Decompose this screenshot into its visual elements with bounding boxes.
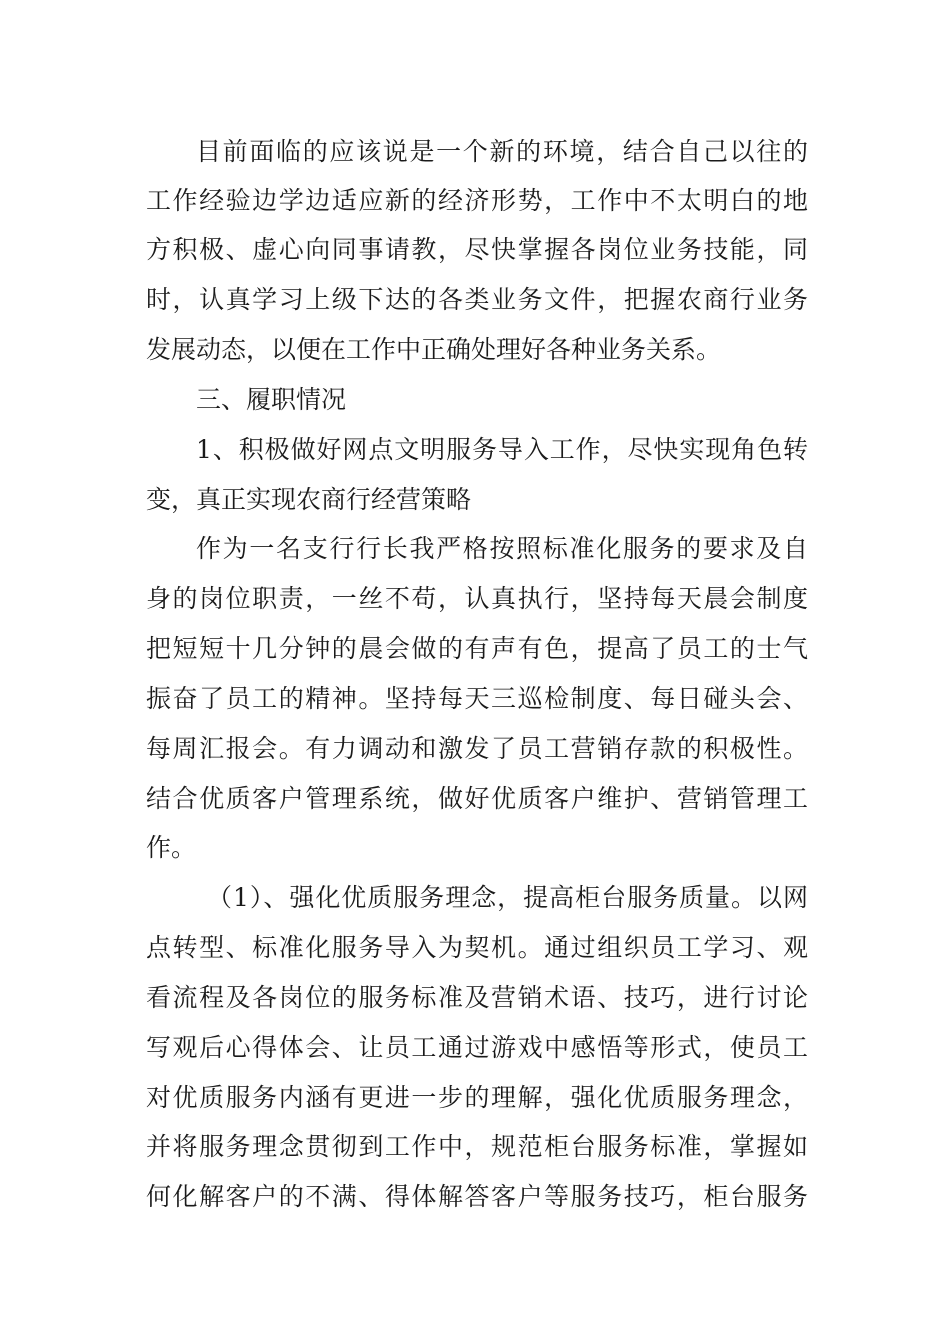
text-line: 发展动态，以便在工作中正确处理好各种业务关系。 bbox=[146, 335, 722, 364]
text-line: 方积极、虚心向同事请教，尽快掌握各岗位业务技能，同 bbox=[146, 235, 808, 264]
text-line: 并将服务理念贯彻到工作中，规范柜台服务标准，掌握如 bbox=[146, 1132, 808, 1161]
text-line: 工作经验边学边适应新的经济形势，工作中不太明白的地 bbox=[146, 186, 808, 215]
text-line: 写观后心得体会、让员工通过游戏中感悟等形式，使员工 bbox=[146, 1033, 808, 1062]
text-line: （1）、强化优质服务理念，提高柜台服务质量。以网 bbox=[207, 883, 808, 912]
text-line: 目前面临的应该说是一个新的环境，结合自己以往的 bbox=[196, 137, 808, 166]
text-line: 1、积极做好网点文明服务导入工作，尽快实现角色转 bbox=[196, 435, 808, 464]
text-line: 对优质服务内涵有更进一步的理解，强化优质服务理念， bbox=[146, 1083, 808, 1112]
text-line: 结合优质客户管理系统，做好优质客户维护、营销管理工 bbox=[146, 784, 808, 813]
text-line: 变，真正实现农商行经营策略 bbox=[146, 485, 472, 514]
text-line: 每周汇报会。有力调动和激发了员工营销存款的积极性。 bbox=[146, 734, 808, 763]
text-line: 点转型、标准化服务导入为契机。通过组织员工学习、观 bbox=[146, 933, 808, 962]
text-line: 作。 bbox=[146, 833, 197, 862]
text-line: 把短短十几分钟的晨会做的有声有色，提高了员工的士气 bbox=[146, 634, 808, 663]
text-line: 何化解客户的不满、得体解答客户等服务技巧，柜台服务 bbox=[146, 1182, 808, 1211]
text-line: 振奋了员工的精神。坚持每天三巡检制度、每日碰头会、 bbox=[146, 684, 808, 713]
text-line: 作为一名支行行长我严格按照标准化服务的要求及自 bbox=[196, 534, 808, 563]
text-line: 看流程及各岗位的服务标准及营销术语、技巧，进行讨论 bbox=[146, 983, 808, 1012]
section-heading: 三、履职情况 bbox=[196, 385, 347, 414]
text-line: 身的岗位职责，一丝不苟，认真执行，坚持每天晨会制度 bbox=[146, 584, 808, 613]
text-line: 时，认真学习上级下达的各类业务文件，把握农商行业务 bbox=[146, 285, 808, 314]
